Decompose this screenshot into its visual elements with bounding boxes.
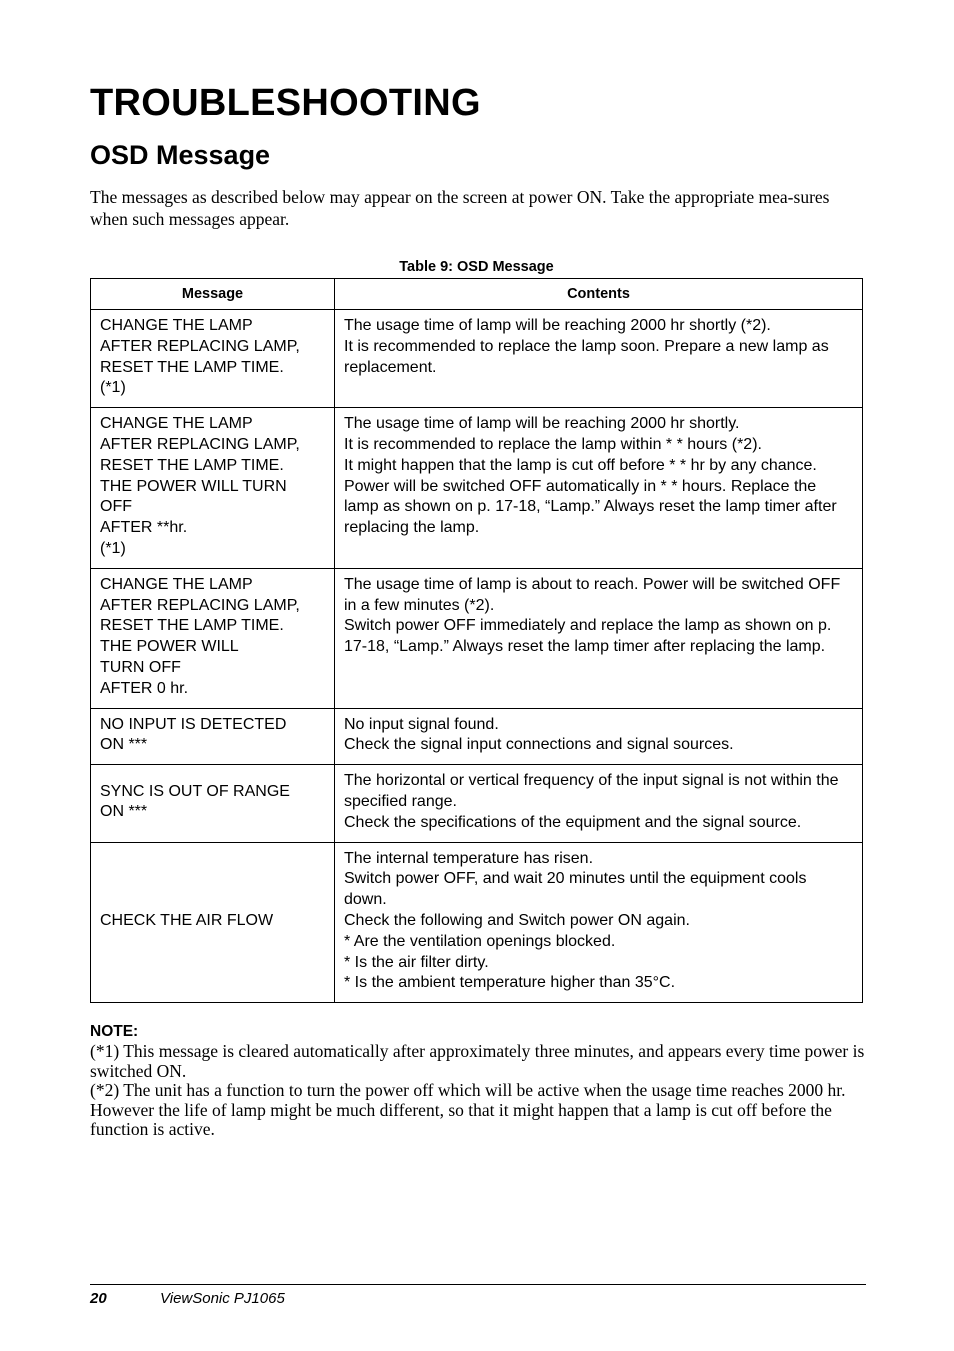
contents-cell: No input signal found. Check the signal input connections and signal sources. <box>335 708 863 765</box>
table-row <box>91 708 863 765</box>
contents-cell: The usage time of lamp will be reaching 2000 hr shortly (*2). It is recommended to replace the lamp soon. Prepare a new lamp as replacement. <box>335 310 863 408</box>
message-cell: SYNC IS OUT OF RANGE ON *** <box>91 765 335 842</box>
table-row <box>91 408 863 569</box>
page-number: 20 <box>90 1290 107 1307</box>
table-row <box>91 842 863 1003</box>
page-title: TROUBLESHOOTING <box>90 82 481 124</box>
intro-paragraph: The messages as described below may appear on the screen at power ON. Take the appropriate mea-sures when such messages appear. <box>90 187 830 229</box>
footer-divider <box>90 1284 866 1285</box>
message-cell: CHANGE THE LAMP AFTER REPLACING LAMP, RESET THE LAMP TIME. THE POWER WILL TURN OFF AFTER **hr. (*1) <box>91 408 335 569</box>
contents-cell: The internal temperature has risen. Switch power OFF, and wait 20 minutes until the equipment cools down. Check the following and Switch power ON again. * Are the ventilation openings blocked. * Is the air filter dirty. * Is the ambient temperature higher than 35°C. <box>335 842 863 1003</box>
contents-cell: The horizontal or vertical frequency of the input signal is not within the specified range. Check the specifications of the equipment and the signal source. <box>335 765 863 842</box>
table-row <box>91 568 863 708</box>
note-label: NOTE: <box>90 1023 139 1040</box>
table-caption: Table 9: OSD Message <box>399 259 554 275</box>
table-row <box>91 310 863 408</box>
contents-cell: The usage time of lamp is about to reach. Power will be switched OFF in a few minutes (*2). Switch power OFF immediately and replace the lamp as shown on p. 17-18, “Lamp.” Always reset the lamp timer after replacing the lamp. <box>335 568 863 708</box>
message-cell: CHANGE THE LAMP AFTER REPLACING LAMP, RESET THE LAMP TIME. THE POWER WILL TURN OFF AFTER 0 hr. <box>91 568 335 708</box>
header-contents: Contents <box>335 279 863 310</box>
header-message: Message <box>91 279 335 310</box>
message-cell: NO INPUT IS DETECTED ON *** <box>91 708 335 765</box>
osd-message-table <box>90 278 863 1003</box>
message-cell: CHANGE THE LAMP AFTER REPLACING LAMP, RESET THE LAMP TIME. (*1) <box>91 310 335 408</box>
note-item: (*1) This message is cleared automatically after approximately three minutes, and appears every time power is switched ON. <box>90 1041 865 1081</box>
message-cell: CHECK THE AIR FLOW <box>91 842 335 1003</box>
note-item: (*2) The unit has a function to turn the power off which will be active when the usage time reaches 2000 hr. However the life of lamp might be much different, so that it might happen that a lamp is cut off before the function is active. <box>90 1080 846 1139</box>
section-title: OSD Message <box>90 140 271 170</box>
contents-cell: The usage time of lamp will be reaching 2000 hr shortly. It is recommended to replace the lamp within * * hours (*2). It might happen that the lamp is cut off before * * hr by any chance. Power will be switched OFF automatically in * * hours. Replace the lamp as shown on p. 17-18, “Lamp.” Always reset the lamp timer after replacing the lamp. <box>335 408 863 569</box>
table-row <box>91 765 863 842</box>
table-header-row <box>91 279 863 310</box>
footer-product-name: ViewSonic PJ1065 <box>160 1290 285 1307</box>
